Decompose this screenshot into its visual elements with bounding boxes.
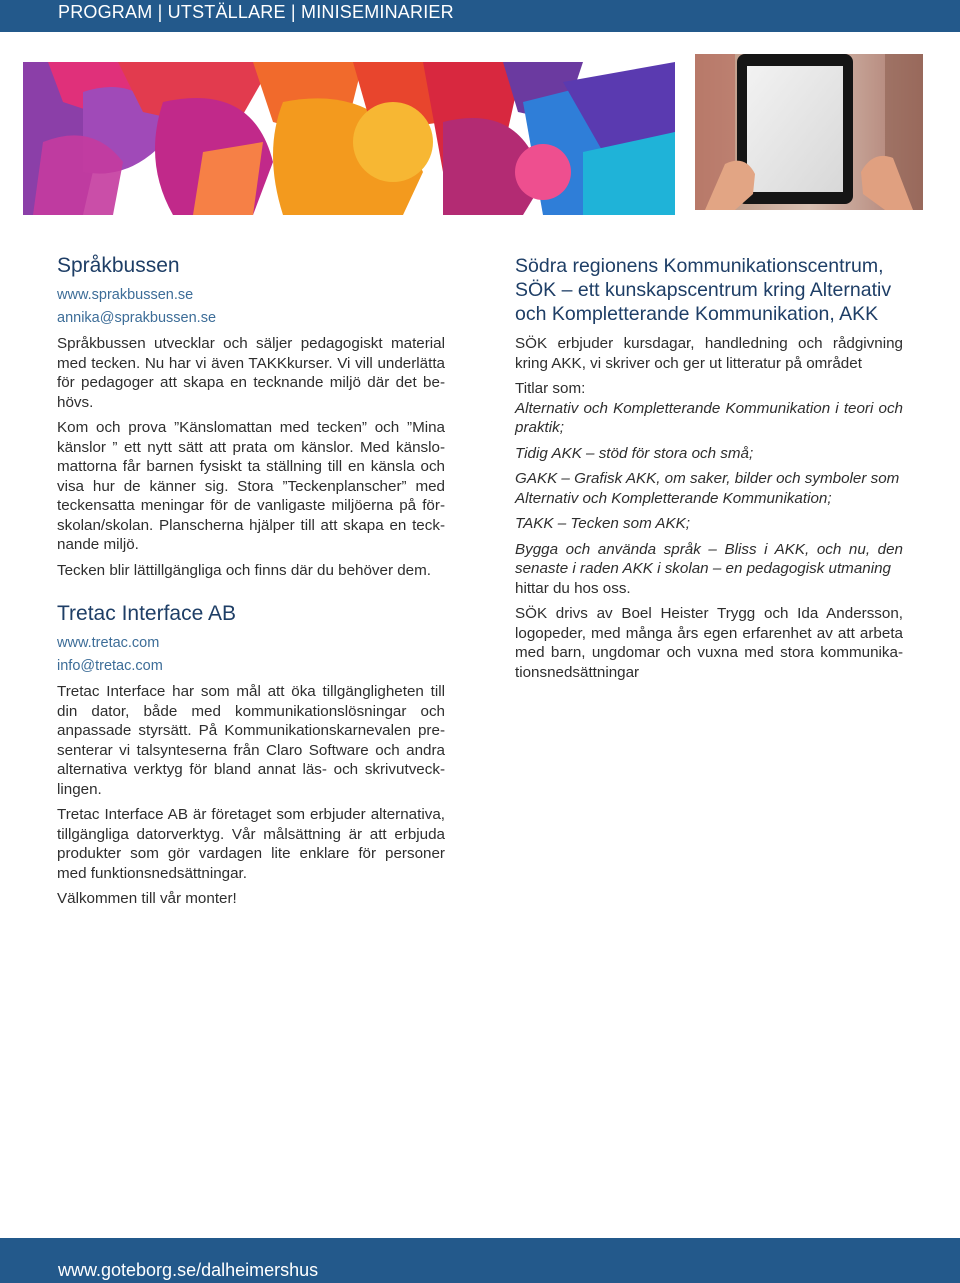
sprakbussen-web-link[interactable]: www.sprakbussen.se (57, 287, 194, 303)
tretac-title: Tretac Interface AB (57, 602, 236, 625)
sprakbussen-paragraph: Kom och prova ”Känslomattan med tecken” och ”Mina känslor ” ett nytt sätt att prata om känslor. Med känslomattorna får barnen fysiskt ta ställning till en känsla och visa hur de känner sig. Stora ”Teckenplanscher” med teckensatta meningar för de vanligaste miljöerna på förskolan/skolan. Planscherna hjälper till att skapa en tecknande miljö. (57, 419, 445, 553)
title-item: Tidig AKK – stöd för stora och små; (515, 444, 754, 462)
title-item: Bygga och använda språk – Bliss i AKK, och nu, den senaste i raden AKK i skolan – en pedagogisk utmaning (515, 540, 903, 577)
sok-title: Södra regionens Kommunikationscentrum, SÖK – ett kunskapscentrum kring Alternativ och Kompletterande Kommunikation, AKK (515, 255, 892, 325)
title-item: TAKK – Tecken som AKK; (515, 515, 691, 532)
sok-paragraph: SÖK drivs av Boel Heister Trygg och Ida Andersson, logopeder, med många års egen erfarenhet av att arbeta med barn, ungdomar och vuxna med stora kommunikationsnedsättningar (515, 605, 903, 681)
titles-tail: hittar du hos oss. (515, 579, 631, 597)
tretac-web-link[interactable]: www.tretac.com (57, 635, 160, 651)
tablet-photo (695, 54, 923, 210)
decorative-artwork (23, 62, 675, 215)
sok-paragraph: SÖK erbjuder kursdagar, handledning och rådgivning kring AKK, vi skriver och ger ut litteratur på området (515, 335, 903, 372)
tretac-paragraph: Tretac Interface AB är företaget som erbjuder alternativa, tillgängliga datorverktyg. Vår målsättning är att erbjuda produkter som gör vardagen lite enklare för personer med funktionsnedsättningar. (57, 806, 445, 882)
sprakbussen-paragraph: Tecken blir lättillgängliga och finns där du behöver dem. (57, 561, 431, 579)
sprakbussen-email-link[interactable]: annika@sprakbussen.se (57, 310, 217, 326)
header-nav[interactable]: PROGRAM | UTSTÄLLARE | MINISEMINARIER (58, 2, 454, 22)
sprakbussen-title: Språkbussen (57, 254, 180, 277)
left-column (57, 254, 445, 915)
header-bar (0, 0, 960, 32)
tretac-email-link[interactable]: info@tretac.com (57, 658, 163, 674)
title-item: Alternativ och Kompletterande Kommunikation i teori och praktik; (515, 399, 903, 436)
title-item: GAKK – Grafisk AKK, om saker, bilder och symboler som Alternativ och Kompletterande Kommunikation; (515, 470, 900, 507)
right-column (515, 254, 903, 688)
tretac-paragraph: Välkommen till vår monter! (57, 890, 237, 907)
footer-bar (0, 1238, 960, 1283)
titles-label: Titlar som: (515, 380, 586, 397)
sprakbussen-paragraph: Språkbussen utvecklar och säljer pedagogiskt material med tecken. Nu har vi även TAKKkurser. Vi vill underlätta för pedagoger att skapa en tecknande miljö där det behövs. (57, 335, 445, 411)
footer-url-link[interactable]: www.goteborg.se/dalheimershus (58, 1260, 319, 1280)
tretac-paragraph: Tretac Interface har som mål att öka tillgängligheten till din dator, både med kommunikationslösningar och anpassade styrsätt. På Kommunikationskarnevalen presenterar vi talsynteserna från Claro Software och andra alternativa verktyg för bland annat läs- och skrivutvecklingen. (57, 683, 445, 798)
